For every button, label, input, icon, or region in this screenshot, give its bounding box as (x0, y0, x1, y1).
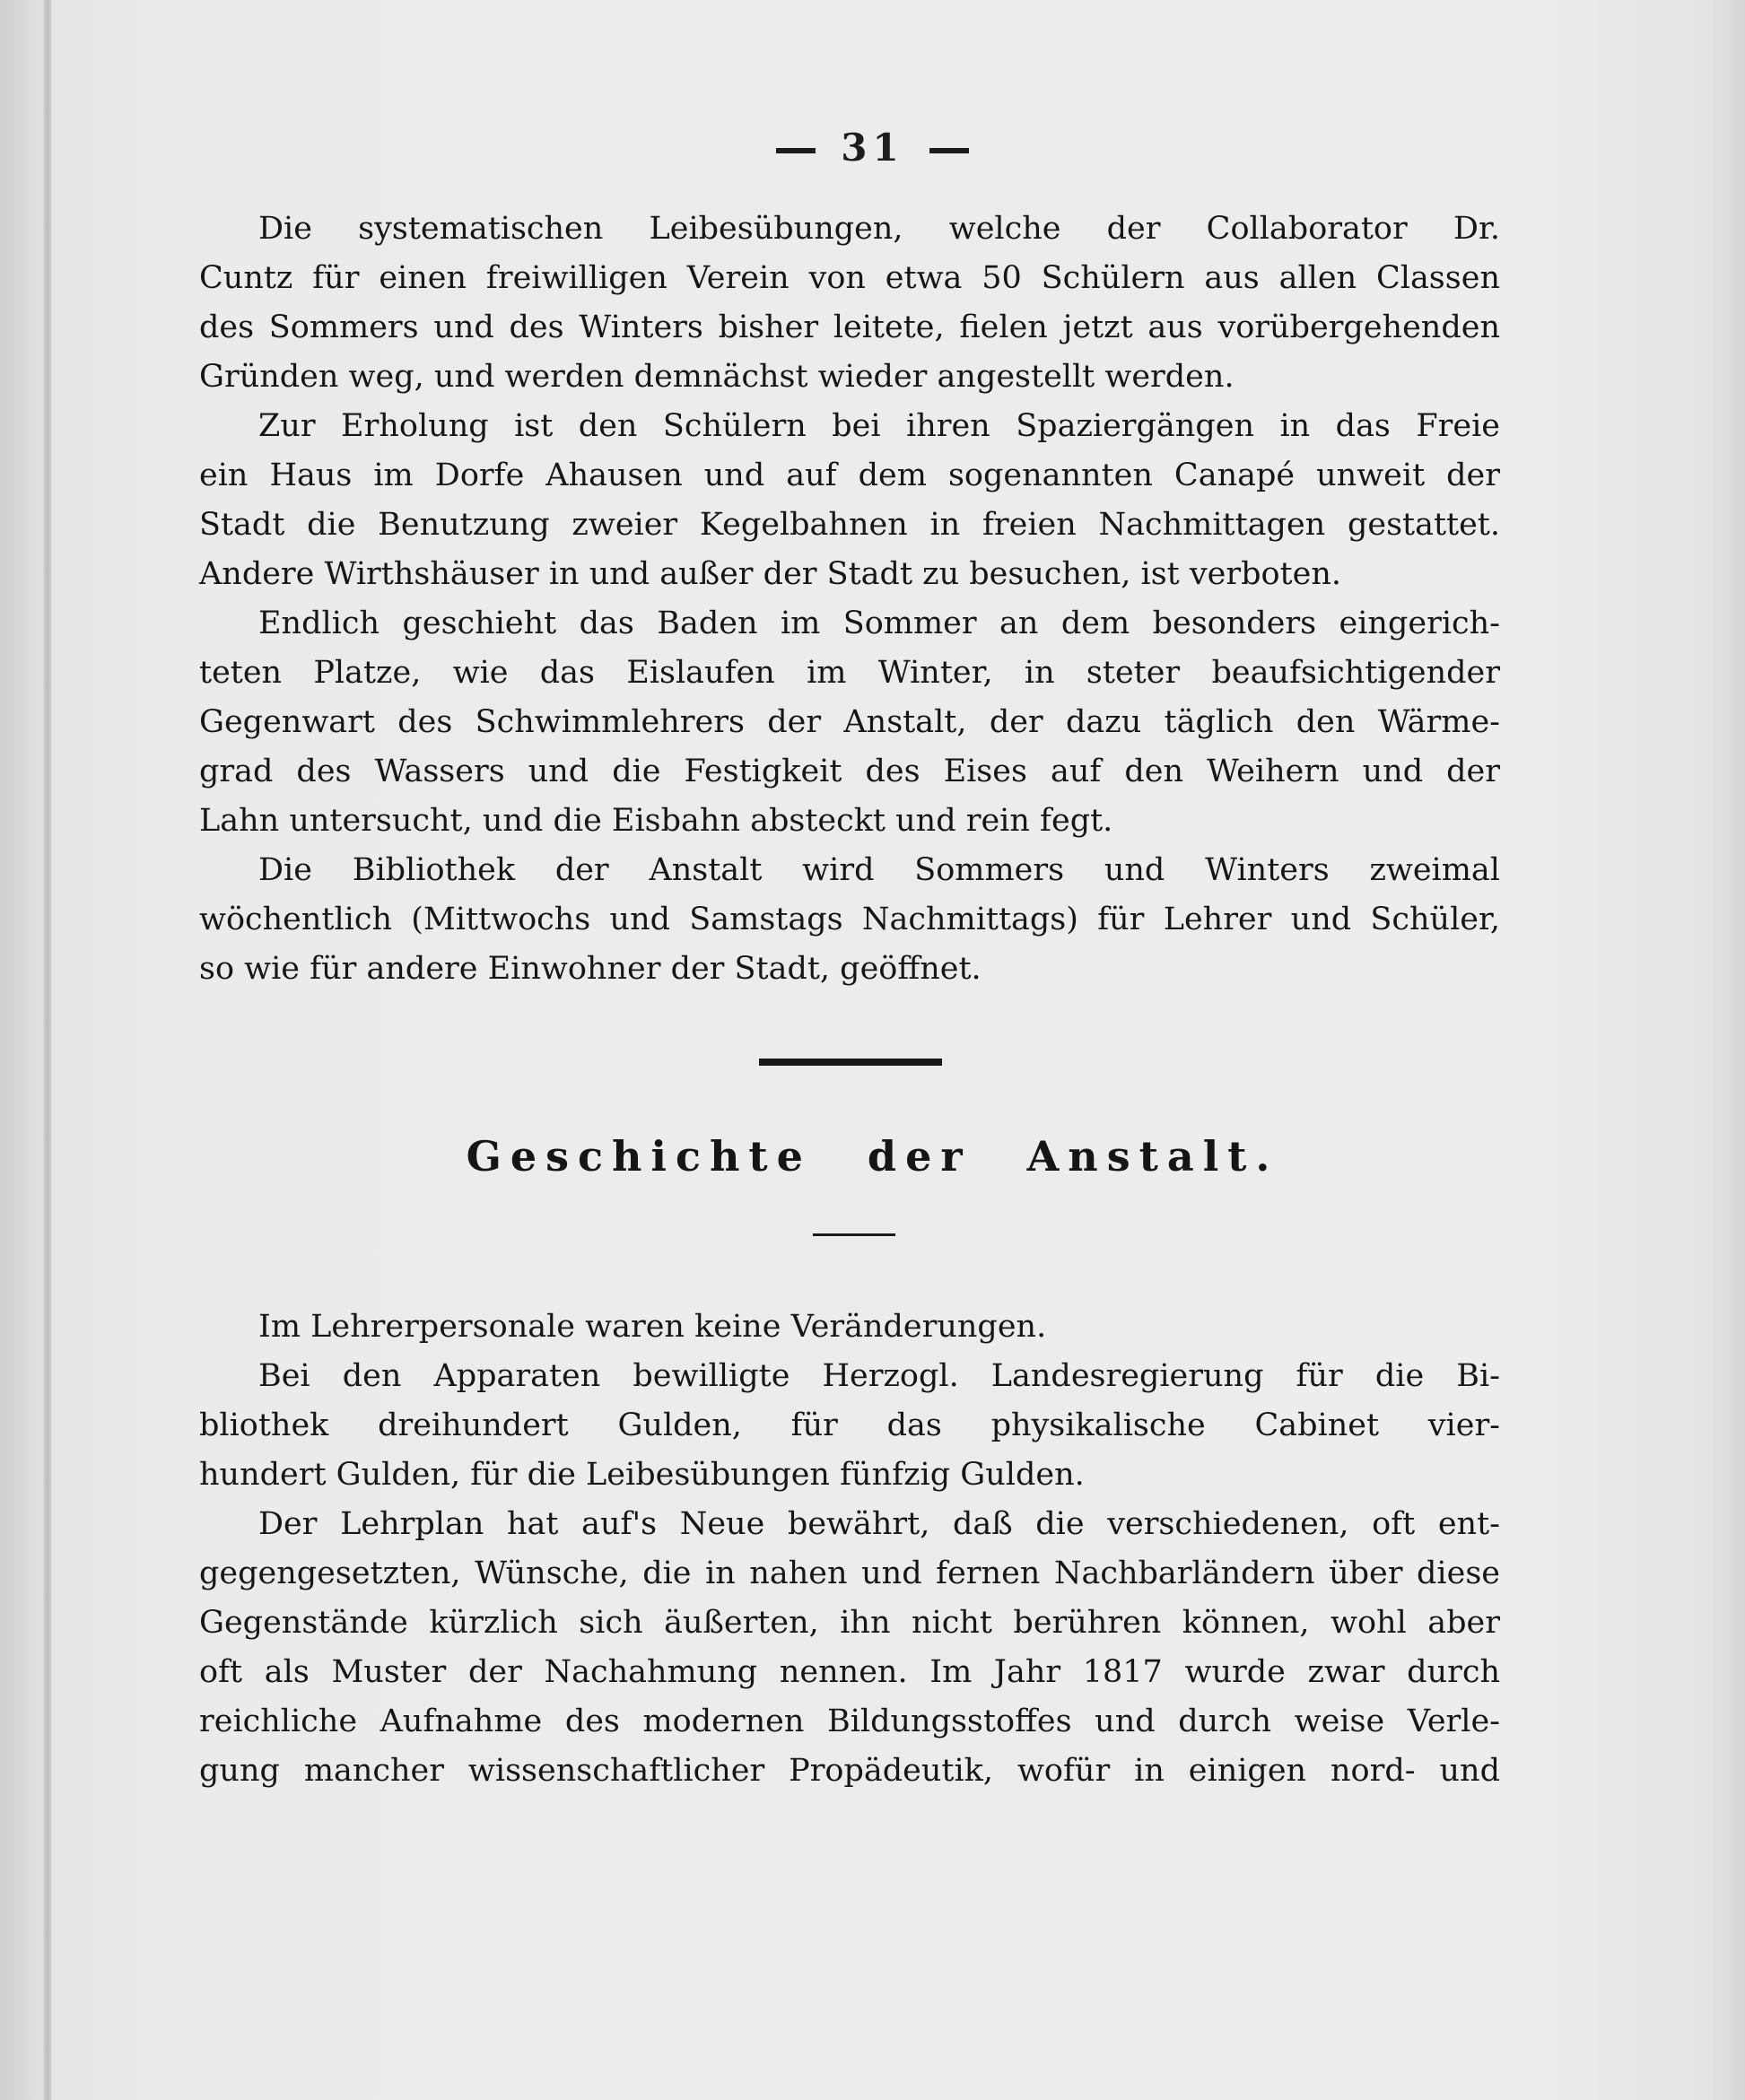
header-dash-right (929, 148, 969, 153)
text-line: Bei den Apparaten bewilligte Herzogl. Landesregierung für die Bi- (258, 1358, 1500, 1394)
bottom-text-block (199, 1303, 1500, 1796)
top-text-block (199, 205, 1500, 994)
page-number: 31 (841, 126, 904, 170)
text-line: bliothek dreihundert Gulden, für das physikalische Cabinet vier- (199, 1407, 1500, 1443)
section-heading: Geschichte der Anstalt. (466, 1132, 1279, 1181)
text-line: des Sommers und des Winters bisher leitete, fielen jetzt aus vorübergehenden (199, 309, 1500, 345)
text-line: Zur Erholung ist den Schülern bei ihren Spaziergängen in das Freie (258, 408, 1500, 444)
text-line: Der Lehrplan hat auf's Neue bewährt, daß die verschiedenen, oft ent- (258, 1506, 1500, 1542)
text-line: Endlich geschieht das Baden im Sommer an dem besonders eingerich- (258, 606, 1500, 641)
text-line: Andere Wirthshäuser in und außer der Stadt zu besuchen, ist verboten. (199, 556, 1342, 592)
text-line: Cuntz für einen freiwilligen Verein von etwa 50 Schülern aus allen Classen (199, 260, 1500, 296)
text-line: gung mancher wissenschaftlicher Propädeutik, wofür in einigen nord- und (199, 1753, 1500, 1789)
text-line: Stadt die Benutzung zweier Kegelbahnen in freien Nachmittagen gestattet. (199, 507, 1500, 543)
text-line: so wie für andere Einwohner der Stadt, geöffnet. (199, 951, 982, 987)
text-line: Die systematischen Leibesübungen, welche der Collaborator Dr. (258, 211, 1500, 247)
text-line: Gegenstände kürzlich sich äußerten, ihn nicht berühren können, wohl aber (199, 1605, 1500, 1641)
text-line: Gründen weg, und werden demnächst wieder angestellt werden. (199, 359, 1235, 395)
heading-underline-rule (813, 1233, 895, 1236)
header-dash-left (776, 148, 816, 153)
page-number-header (0, 126, 1745, 170)
text-line: reichliche Aufnahme des modernen Bildungsstoffes und durch weise Verle- (199, 1704, 1500, 1739)
text-line: grad des Wassers und die Festigkeit des Eises auf den Weihern und der (199, 754, 1500, 789)
text-line: ein Haus im Dorfe Ahausen und auf dem sogenannten Canapé unweit der (199, 457, 1500, 493)
book-gutter-shadow (43, 0, 52, 2100)
text-line: Lahn untersucht, und die Eisbahn absteckt und rein fegt. (199, 803, 1113, 839)
text-line: Im Lehrerpersonale waren keine Veränderungen. (258, 1309, 1047, 1345)
text-line: wöchentlich (Mittwochs und Samstags Nachmittags) für Lehrer und Schüler, (199, 902, 1500, 937)
text-line: Gegenwart des Schwimmlehrers der Anstalt, der dazu täglich den Wärme- (199, 704, 1500, 740)
text-line: teten Platze, wie das Eislaufen im Winter, in steter beaufsichtigender (199, 655, 1500, 691)
section-divider-rule (759, 1059, 942, 1066)
text-line: Die Bibliothek der Anstalt wird Sommers und Winters zweimal (258, 852, 1500, 888)
text-line: hundert Gulden, für die Leibesübungen fünfzig Gulden. (199, 1457, 1085, 1493)
text-line: oft als Muster der Nachahmung nennen. Im Jahr 1817 wurde zwar durch (199, 1654, 1500, 1690)
text-line: gegengesetzten, Wünsche, die in nahen und fernen Nachbarländern über diese (199, 1555, 1500, 1591)
